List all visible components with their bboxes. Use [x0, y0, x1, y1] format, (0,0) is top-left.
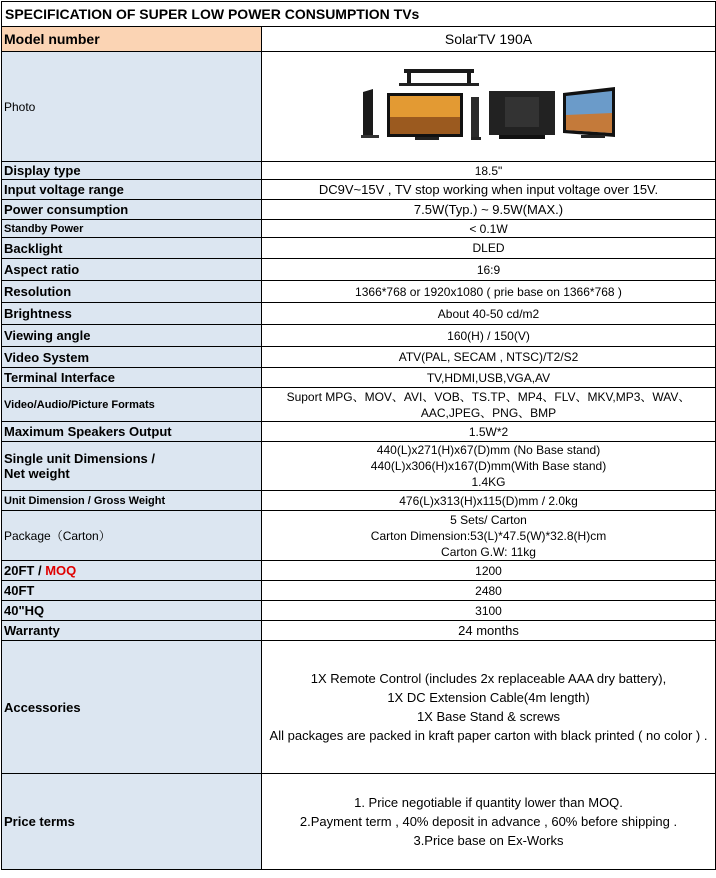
single-unit-line1: 440(L)x271(H)x67(D)mm (No Base stand)	[376, 443, 601, 457]
viewing-angle-value: 160(H) / 150(V)	[262, 325, 716, 347]
ft40-label: 40FT	[2, 581, 262, 601]
spec-table	[1, 1, 716, 870]
display-type-value: 18.5"	[262, 162, 716, 180]
input-voltage-label: Input voltage range	[2, 180, 262, 200]
price-terms-line1: 1. Price negotiable if quantity lower than MOQ.	[354, 795, 623, 810]
hq40-value: 3100	[262, 601, 716, 621]
aspect-ratio-value: 16:9	[262, 259, 716, 281]
ft40-value: 2480	[262, 581, 716, 601]
resolution-label: Resolution	[2, 281, 262, 303]
power-consumption-value: 7.5W(Typ.) ~ 9.5W(MAX.)	[262, 200, 716, 220]
accessories-line2: 1X DC Extension Cable(4m length)	[387, 690, 590, 705]
accessories-value	[262, 641, 716, 774]
ft20-label-prefix: 20FT /	[4, 563, 46, 578]
hq40-label: 40"HQ	[2, 601, 262, 621]
photo-cell	[262, 52, 716, 162]
tv-product-photo	[359, 67, 619, 147]
tv-top-view	[399, 69, 479, 86]
model-label: Model number	[2, 27, 262, 52]
ft20-value: 1200	[262, 561, 716, 581]
single-unit-line2: 440(L)x306(H)x167(D)mm(With Base stand)	[370, 459, 607, 473]
tv-perspective-view	[563, 87, 615, 138]
accessories-label: Accessories	[2, 641, 262, 774]
ft20-label	[2, 561, 262, 581]
package-value	[262, 511, 716, 561]
accessories-line3: 1X Base Stand & screws	[416, 709, 561, 724]
backlight-label: Backlight	[2, 238, 262, 259]
power-consumption-label: Power consumption	[2, 200, 262, 220]
page-title: SPECIFICATION OF SUPER LOW POWER CONSUMPTION TVs	[2, 2, 716, 27]
package-line3: Carton G.W: 11kg	[441, 544, 536, 559]
tv-angle-view	[471, 97, 481, 140]
warranty-label: Warranty	[2, 621, 262, 641]
resolution-value: 1366*768 or 1920x1080 ( prie base on 1366*768 )	[262, 281, 716, 303]
package-line1: 5 Sets/ Carton	[450, 512, 527, 527]
standby-power-value: < 0.1W	[262, 220, 716, 238]
photo-label: Photo	[2, 52, 262, 162]
display-type-label: Display type	[2, 162, 262, 180]
package-line2: Carton Dimension:53(L)*47.5(W)*32.8(H)cm	[370, 528, 607, 543]
tv-back-view	[489, 91, 555, 139]
video-system-value: ATV(PAL, SECAM , NTSC)/T2/S2	[262, 347, 716, 368]
single-unit-label-line2: Net weight	[4, 466, 70, 481]
moq-label: MOQ	[45, 563, 77, 578]
warranty-value: 24 months	[262, 621, 716, 641]
tv-side-view	[361, 89, 379, 138]
gross-weight-label: Unit Dimension / Gross Weight	[2, 491, 262, 511]
brightness-value: About 40-50 cd/m2	[262, 303, 716, 325]
price-terms-label: Price terms	[2, 774, 262, 870]
single-unit-label	[2, 442, 262, 491]
accessories-line1: 1X Remote Control (includes 2x replaceable AAA dry battery),	[310, 671, 667, 686]
formats-label: Video/Audio/Picture Formats	[2, 388, 262, 422]
tv-front-view	[387, 93, 463, 140]
gross-weight-value: 476(L)x313(H)x115(D)mm / 2.0kg	[262, 491, 716, 511]
input-voltage-value: DC9V~15V , TV stop working when input voltage over 15V.	[262, 180, 716, 200]
formats-value: Suport MPG、MOV、AVI、VOB、TS.TP、MP4、FLV、MKV,MP3、WAV、AAC,JPEG、PNG、BMP	[262, 388, 716, 422]
price-terms-value	[262, 774, 716, 870]
package-label: Package（Carton）	[2, 511, 262, 561]
terminal-interface-label: Terminal Interface	[2, 368, 262, 388]
model-value: SolarTV 190A	[262, 27, 716, 52]
single-unit-line3: 1.4KG	[471, 475, 506, 489]
single-unit-label-line1: Single unit Dimensions /	[4, 451, 155, 466]
standby-power-label: Standby Power	[2, 220, 262, 238]
price-terms-line3: 3.Price base on Ex-Works	[413, 833, 564, 848]
speakers-value: 1.5W*2	[262, 422, 716, 442]
brightness-label: Brightness	[2, 303, 262, 325]
viewing-angle-label: Viewing angle	[2, 325, 262, 347]
price-terms-line2: 2.Payment term , 40% deposit in advance , 60% before shipping .	[299, 814, 678, 829]
terminal-interface-value: TV,HDMI,USB,VGA,AV	[262, 368, 716, 388]
single-unit-value	[262, 442, 716, 491]
video-system-label: Video System	[2, 347, 262, 368]
aspect-ratio-label: Aspect ratio	[2, 259, 262, 281]
backlight-value: DLED	[262, 238, 716, 259]
speakers-label: Maximum Speakers Output	[2, 422, 262, 442]
accessories-line4: All packages are packed in kraft paper carton with black printed ( no color ) .	[269, 728, 708, 743]
